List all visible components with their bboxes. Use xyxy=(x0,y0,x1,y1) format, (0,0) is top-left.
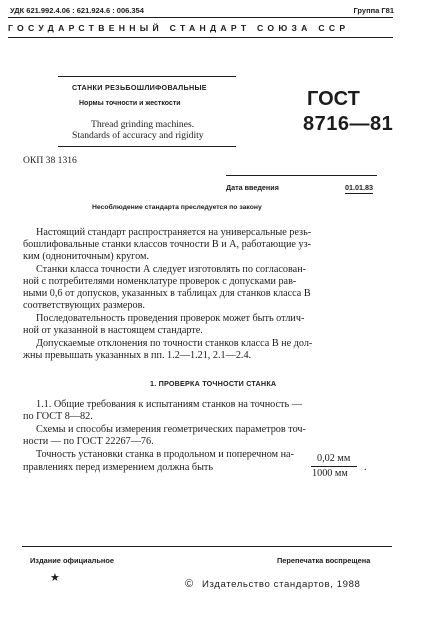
tolerance-numerator: 0,02 мм xyxy=(317,453,351,464)
group-code: Группа Г81 xyxy=(353,6,394,15)
text-line: ной от указанной в настоящем стандарте. xyxy=(23,325,203,336)
text-line: Станки класса точности А следует изготовлять по согласован- xyxy=(36,264,307,275)
text-line: правлениях перед измерением должна быть xyxy=(23,462,214,473)
text-line: Допускаемые отклонения по точности станков класса В не дол- xyxy=(36,338,313,349)
official-edition-label: Издание официальное xyxy=(30,556,115,565)
gost-number: 8716—81 xyxy=(303,113,394,135)
title-en-line2: Standards of accuracy and rigidity xyxy=(72,130,204,141)
title-ru-main: СТАНКИ РЕЗЬБОШЛИФОВАЛЬНЫЕ xyxy=(72,83,207,92)
section-heading: 1. ПРОВЕРКА ТОЧНОСТИ СТАНКА xyxy=(150,379,277,388)
text-line: Точность установки станка в продольном и поперечном на- xyxy=(36,449,294,460)
fraction-period: . xyxy=(364,462,367,473)
footer-rule xyxy=(22,546,392,547)
state-standard-banner: ГОСУДАРСТВЕННЫЙ СТАНДАРТ СОЮЗА ССР xyxy=(8,23,350,33)
copyright-icon: © xyxy=(185,578,194,590)
text-line: жны превышать указанных в пп. 1.2—1.21, 2.1—2.4. xyxy=(23,350,252,361)
copyright-text: Издательство стандартов, 1988 xyxy=(202,579,361,590)
legal-warning: Несоблюдение стандарта преследуется по закону xyxy=(92,204,262,211)
effective-date-label: Дата введения xyxy=(226,183,279,192)
reprint-prohibited-label: Перепечатка воспрещена xyxy=(277,556,371,565)
tolerance-denominator: 1000 мм xyxy=(312,468,348,479)
star-icon: ★ xyxy=(50,572,60,584)
okp-code: ОКП 38 1316 xyxy=(23,155,77,166)
text-line: ности — по ГОСТ 22267—76. xyxy=(23,436,154,447)
text-line: по ГОСТ 8—82. xyxy=(23,411,93,422)
gost-label: ГОСТ xyxy=(307,88,360,110)
text-line: соответствующих размеров. xyxy=(23,300,145,311)
title-ru-sub: Нормы точности и жесткости xyxy=(79,100,181,107)
top-rule xyxy=(8,17,393,18)
text-line: ными 0,6 от допусков, указанных в таблицах для станков класса В xyxy=(23,288,311,299)
text-line: ким (однониточным) кругом. xyxy=(23,251,149,262)
text-line: Схемы и способы измерения геометрических параметров точ- xyxy=(36,424,306,435)
text-line: Последовательность проведения проверок может быть отлич- xyxy=(36,313,305,324)
title-bottom-rule xyxy=(58,146,236,147)
effective-date-value: 01.01.83 xyxy=(345,183,373,192)
text-line: Настоящий стандарт распространяется на универсальные резь- xyxy=(36,227,312,238)
udk-code: УДК 621.992.4.06 : 621.924.6 : 006.354 xyxy=(10,6,144,15)
title-top-rule xyxy=(58,76,236,77)
text-line: ной с потребителями номенклатуре проверок с допусками рав- xyxy=(23,276,297,287)
title-en-line1: Thread grinding machines. xyxy=(91,119,195,130)
text-line: бошлифовальные станки классов точности В и А, работающие уз- xyxy=(23,239,311,250)
banner-rule xyxy=(8,37,393,38)
fraction-bar xyxy=(311,466,357,467)
text-line: 1.1. Общие требования к испытаниям станков на точность — xyxy=(36,399,302,410)
date-rule xyxy=(226,175,377,176)
